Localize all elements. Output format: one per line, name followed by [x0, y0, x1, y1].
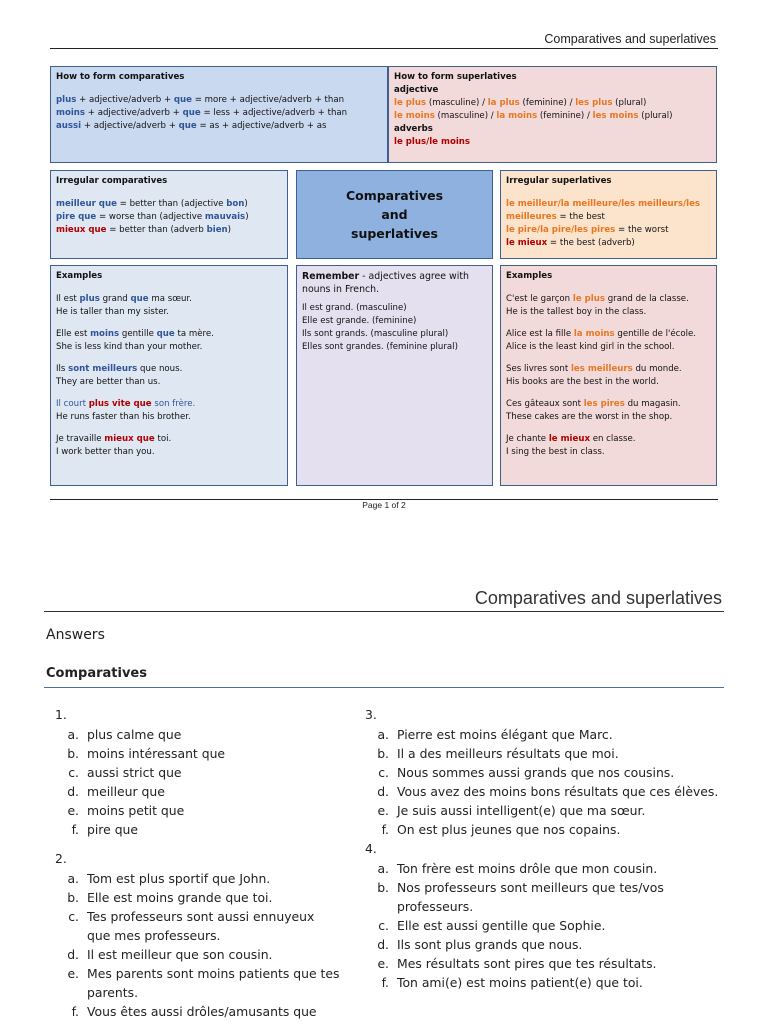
rule-line: meilleur que = better than (adjective bon)	[56, 199, 248, 209]
section-heading: Comparatives	[46, 666, 147, 681]
comparatives-formation-box	[50, 66, 388, 163]
example-fr: Elle est moins gentille que ta mère.	[56, 329, 214, 339]
answer-item: e. Je suis aussi intelligent(e) que ma sœur.	[377, 803, 646, 818]
rule-line: plus + adjective/adverb + que = more + adjective/adverb + than	[56, 95, 345, 105]
rule-line: le moins (masculine) / la moins (feminine) / les moins (plural)	[394, 111, 673, 121]
center-title-box	[296, 170, 493, 259]
example-fr: Il est plus grand que ma sœur.	[56, 294, 192, 304]
example-en: She is less kind than your mother.	[56, 342, 203, 352]
answer-item: d. Vous avez des moins bons résultats que ces élèves.	[377, 784, 719, 799]
answer-item: c. aussi strict que	[68, 765, 182, 780]
answer-item: a. Ton frère est moins drôle que mon cousin.	[377, 861, 658, 876]
rule-line: pire que = worse than (adjective mauvais)	[56, 212, 249, 222]
example-en: He is the tallest boy in the class.	[506, 307, 647, 317]
remember-line: Elles sont grandes. (feminine plural)	[302, 342, 458, 352]
answer-item: f. pire que	[71, 822, 139, 837]
rule-line: aussi + adjective/adverb + que = as + adjective/adverb + as	[56, 121, 327, 131]
question-number: 4.	[365, 841, 377, 856]
header-divider	[50, 48, 718, 49]
rule-line: mieux que = better than (adverb bien)	[56, 225, 232, 235]
adjective-label: adjective	[394, 85, 439, 95]
remember-line: Ils sont grands. (masculine plural)	[302, 329, 449, 339]
rule-line: le meilleur/la meilleure/les meilleurs/les meilleures = the best	[506, 199, 701, 222]
example-fr: Alice est la fille la moins gentille de l'école.	[506, 329, 697, 339]
answer-item: b. Elle est moins grande que toi.	[67, 890, 273, 905]
example-en: He is taller than my sister.	[56, 307, 169, 317]
box-title: Irregular comparatives	[56, 176, 168, 186]
page-number: Page 1 of 2	[362, 500, 406, 510]
remember-line: Elle est grande. (feminine)	[302, 316, 417, 326]
example-en: These cakes are the worst in the shop.	[506, 412, 673, 422]
comparatives-examples-box	[50, 265, 288, 486]
answer-item: c. Tes professeurs sont aussi ennuyeux que mes professeurs.	[68, 909, 315, 943]
remember-box	[296, 265, 493, 486]
page-header: Comparatives and superlatives	[474, 588, 722, 608]
box-title: How to form superlatives	[394, 72, 517, 82]
answers-heading: Answers	[46, 627, 105, 643]
example-fr: Ils sont meilleurs que nous.	[56, 364, 183, 374]
example-en: I sing the best in class.	[506, 447, 605, 457]
answer-item: e. moins petit que	[67, 803, 185, 818]
answer-item: f. On est plus jeunes que nos copains.	[381, 822, 621, 837]
answer-item: e. Mes parents sont moins patients que tes parents.	[67, 966, 340, 1000]
center-title-line: Comparatives	[345, 188, 444, 203]
page-header: Comparatives and superlatives	[544, 32, 716, 46]
adverbs-label: adverbs	[394, 124, 433, 134]
example-fr: Ces gâteaux sont les pires du magasin.	[506, 399, 681, 409]
superlatives-examples-box	[500, 265, 717, 486]
answer-item: d. Ils sont plus grands que nous.	[377, 937, 583, 952]
question-number: 2.	[55, 851, 67, 866]
example-en: His books are the best in the world.	[506, 377, 659, 387]
answer-item: a. plus calme que	[67, 727, 182, 742]
box-title: Examples	[506, 271, 553, 281]
irregular-comparatives-box	[50, 170, 288, 259]
answer-item: b. Nos professeurs sont meilleurs que tes/vos professeurs.	[377, 880, 664, 914]
example-en: Alice is the least kind girl in the school.	[506, 342, 675, 352]
remember-heading: Remember - adjectives agree with nouns in French.	[302, 271, 469, 295]
answer-item: c. Nous sommes aussi grands que nos cousins.	[378, 765, 675, 780]
question-number: 3.	[365, 707, 377, 722]
question-number: 1.	[55, 707, 67, 722]
adverbs-value: le plus/le moins	[394, 137, 471, 147]
section-divider	[44, 687, 724, 688]
rule-line: le plus (masculine) / la plus (feminine) / les plus (plural)	[394, 98, 647, 108]
box-title: How to form comparatives	[56, 72, 185, 82]
answer-item: b. Il a des meilleurs résultats que moi.	[377, 746, 619, 761]
box-title: Examples	[56, 271, 103, 281]
answer-item: e. Mes résultats sont pires que tes résultats.	[377, 956, 657, 971]
center-title-line: superlatives	[351, 226, 438, 241]
answer-item: a. Tom est plus sportif que John.	[67, 871, 271, 886]
answers-column-right	[365, 705, 720, 992]
center-title-line: and	[381, 207, 408, 222]
rule-line: moins + adjective/adverb + que = less + adjective/adverb + than	[56, 108, 348, 118]
answer-item: d. Il est meilleur que son cousin.	[67, 947, 273, 962]
example-fr: Je travaille mieux que toi.	[56, 434, 172, 444]
example-en: He runs faster than his brother.	[56, 412, 191, 422]
answer-item: f. Ton ami(e) est moins patient(e) que toi.	[381, 975, 643, 990]
example-en: They are better than us.	[56, 377, 161, 387]
answer-item: b. moins intéressant que	[67, 746, 226, 761]
superlatives-formation-box	[388, 66, 717, 163]
remember-line: Il est grand. (masculine)	[302, 303, 407, 313]
box-title: Irregular superlatives	[506, 176, 612, 186]
answer-item: f. Vous êtes aussi drôles/amusants que	[71, 1004, 317, 1019]
example-en: I work better than you.	[56, 447, 155, 457]
answers-column-left	[55, 705, 340, 1021]
example-fr: Ses livres sont les meilleurs du monde.	[506, 364, 682, 374]
header-divider	[44, 611, 724, 612]
rule-line: le mieux = the best (adverb)	[506, 238, 635, 248]
rule-line: le pire/la pire/les pires = the worst	[506, 225, 669, 235]
example-fr: C'est le garçon le plus grand de la classe.	[506, 294, 689, 304]
example-fr: Je chante le mieux en classe.	[506, 434, 636, 444]
answer-item: a. Pierre est moins élégant que Marc.	[377, 727, 613, 742]
example-fr: Il court plus vite que son frère.	[56, 399, 196, 409]
answer-item: c. Elle est aussi gentille que Sophie.	[378, 918, 606, 933]
answer-item: d. meilleur que	[67, 784, 165, 799]
irregular-superlatives-box	[500, 170, 717, 259]
